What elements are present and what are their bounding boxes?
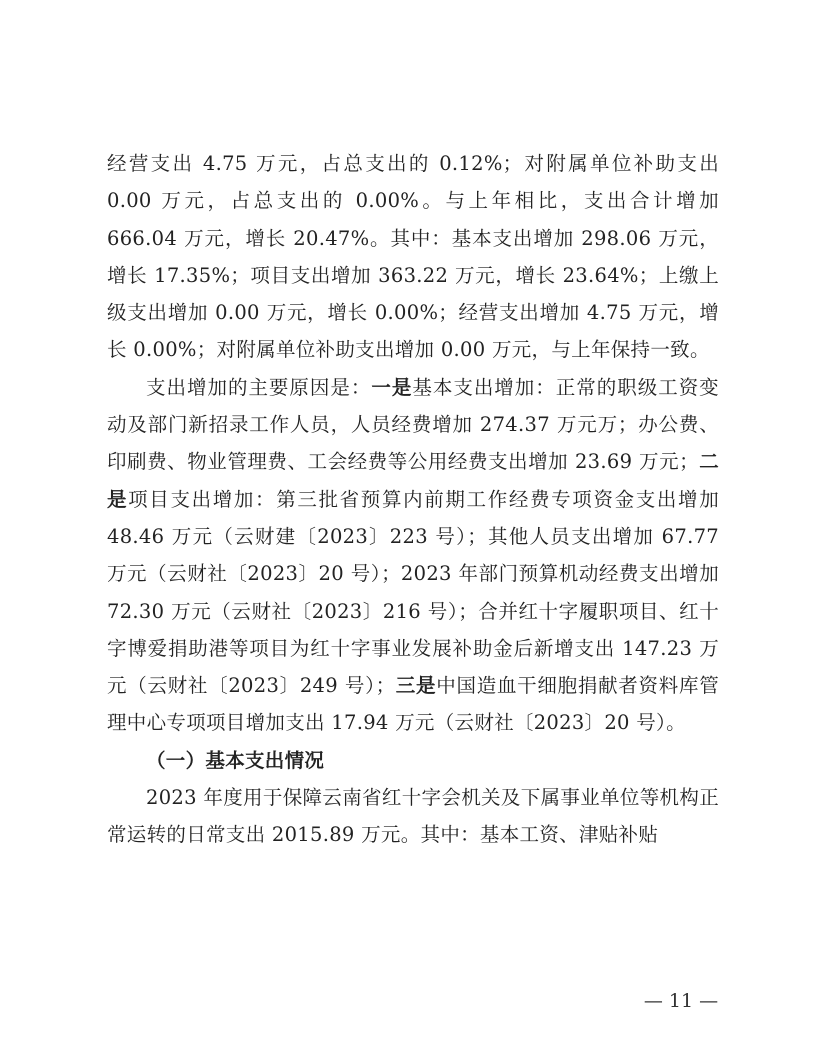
reason-marker-one: 一是 bbox=[371, 375, 413, 399]
paragraph-increase-reasons bbox=[107, 369, 719, 742]
heading-text: （一）基本支出情况 bbox=[146, 748, 325, 772]
paragraph-text: 经营支出 4.75 万元，占总支出的 0.12%；对附属单位补助支出 0.00 万元，占总支出的 0.00%。与上年相比，支出合计增加 666.04 万元，增长 20.47%。其中：基本支出增加 298.06 万元，增长 17.35%；项目支出增加 363.22 万元，增长 23.64%；上缴上级支出增加 0.00 万元，增长 0.00%；经营支出增加 4.75 万元，增长 0.00%；对附属单位补助支出增加 0.00 万元，与上年保持一致。 bbox=[107, 152, 719, 362]
reason-marker-two: 二是 bbox=[107, 450, 719, 511]
paragraph-text: 2023 年度用于保障云南省红十字会机关及下属事业单位等机构正常运转的日常支出 2015.89 万元。其中：基本工资、津贴补贴 bbox=[107, 786, 719, 847]
paragraph-expenditure-comparison bbox=[107, 145, 719, 369]
reason-marker-three: 三是 bbox=[395, 674, 437, 698]
reason-special-project: 中国造血干细胞捐献者资料库管理中心专项项目增加支出 17.94 万元（云财社〔2023〕20 号）。 bbox=[107, 674, 719, 735]
section-heading-basic-expenditure bbox=[107, 742, 719, 779]
paragraph-basic-expenditure bbox=[107, 779, 719, 854]
reason-intro: 支出增加的主要原因是： bbox=[146, 375, 372, 399]
body-text bbox=[107, 145, 719, 854]
page-number: — 11 — bbox=[643, 990, 719, 1012]
reason-project-expenditure: 项目支出增加：第三批省预算内前期工作经费专项资金支出增加 48.46 万元（云财建〔2023〕223 号）；其他人员支出增加 67.77 万元（云财社〔2023〕20 号）；2023 年部门预算机动经费支出增加 72.30 万元（云财社〔2023〕216 号）；合并红十字履职项目、红十字博爱捐助港等项目为红十字事业发展补助金后新增支出 147.23 万元（云财社〔2023〕249 号）； bbox=[107, 487, 719, 698]
reason-basic-expenditure: 基本支出增加：正常的职级工资变动及部门新招录工作人员，人员经费增加 274.37 万元万；办公费、印刷费、物业管理费、工会经费等公用经费支出增加 23.69 万元； bbox=[107, 375, 719, 474]
